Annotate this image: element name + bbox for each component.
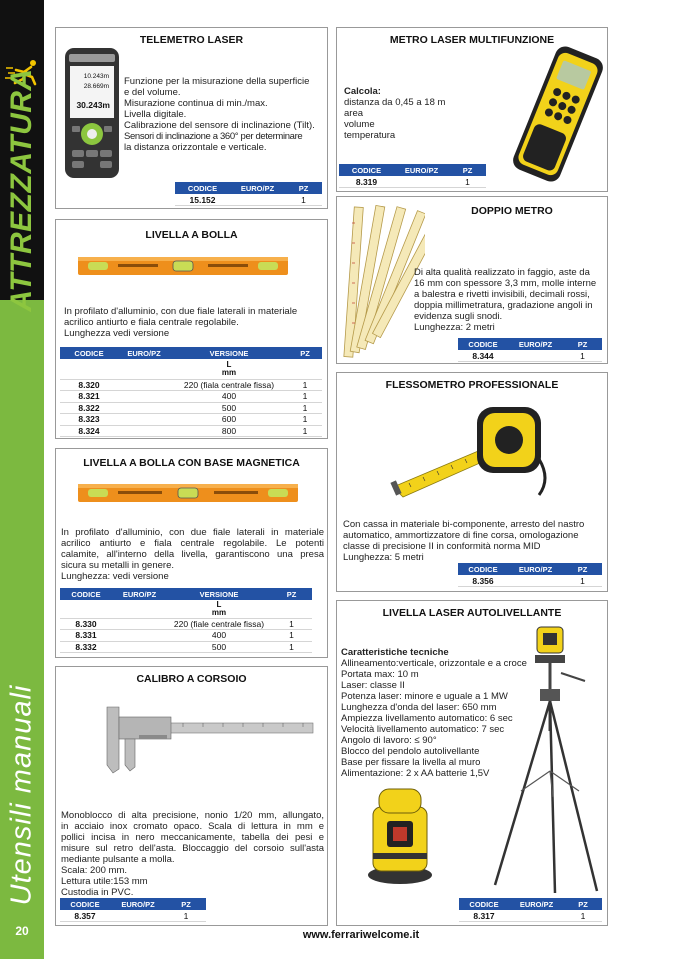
cross-laser-level-image bbox=[363, 779, 437, 887]
product-telemetro-laser bbox=[55, 27, 328, 209]
table-subheader bbox=[60, 359, 322, 379]
desc-line: Velocità livellamento automatico: 7 sec bbox=[341, 724, 505, 735]
multifunction-meter-image bbox=[509, 42, 607, 187]
cell-price bbox=[394, 176, 449, 188]
desc-line: Base per fissare la livella al muro bbox=[341, 757, 481, 768]
cell-code: 8.356 bbox=[458, 575, 508, 587]
header-versione: VERSIONE bbox=[167, 588, 271, 600]
desc-line: Calibrazione del sensore di inclinazione (Tilt). bbox=[124, 120, 315, 131]
desc-line: temperatura bbox=[344, 130, 396, 141]
category-title: Utensili manuali bbox=[5, 684, 38, 906]
cell-code: 8.320 bbox=[60, 379, 118, 391]
header-codice: CODICE bbox=[459, 898, 509, 910]
desc-line: 16 mm con spessore 3,3 mm, molle interne bbox=[414, 278, 597, 289]
cell-code: 8.344 bbox=[458, 350, 508, 362]
table-row bbox=[458, 575, 602, 587]
header-euro: EURO/PZ bbox=[509, 898, 564, 910]
table-row bbox=[60, 641, 312, 653]
cell-price bbox=[118, 402, 170, 414]
header-codice: CODICE bbox=[60, 347, 118, 359]
product-table bbox=[458, 338, 602, 362]
header-codice: CODICE bbox=[458, 563, 508, 575]
desc-line: area bbox=[344, 108, 364, 119]
cell-code: 8.321 bbox=[60, 391, 118, 403]
desc-line: Livella digitale. bbox=[124, 109, 187, 120]
page-number: 20 bbox=[15, 924, 29, 938]
cell-code: 8.322 bbox=[60, 402, 118, 414]
cell-qty: 1 bbox=[564, 910, 602, 922]
table-row bbox=[339, 176, 486, 188]
header-codice: CODICE bbox=[339, 164, 394, 176]
header-pz: PZ bbox=[563, 563, 602, 575]
table-row bbox=[60, 618, 312, 630]
cell-qty: 1 bbox=[288, 425, 322, 437]
product-title: LIVELLA LASER AUTOLIVELLANTE bbox=[382, 607, 562, 619]
desc-line: Custodia in PVC. bbox=[61, 887, 134, 898]
cell-code: 8.317 bbox=[459, 910, 509, 922]
desc-line: Lunghezza: vedi versione bbox=[61, 571, 169, 582]
desc-line: Lunghezza d'onda del laser: 650 mm bbox=[341, 702, 497, 713]
cell-price bbox=[118, 414, 170, 426]
product-description bbox=[61, 527, 324, 582]
desc-line: Funzione per la misurazione della superficie bbox=[124, 76, 310, 87]
cell-qty: 1 bbox=[288, 391, 322, 403]
spirit-level-image bbox=[78, 253, 288, 279]
desc-lead: Calcola: bbox=[344, 86, 381, 97]
header-euro: EURO/PZ bbox=[394, 164, 449, 176]
desc-line: doppia millimetratura, gradazione angoli in bbox=[414, 300, 593, 311]
desc-line: Lunghezza vedi versione bbox=[64, 328, 170, 339]
desc-line: Potenza laser: minore e uguale a 1 MW bbox=[341, 691, 508, 702]
product-description bbox=[64, 306, 324, 339]
desc-line: In profilato d'alluminio, con due fiale laterali in materiale bbox=[61, 527, 324, 538]
product-livella-laser-autolivellante bbox=[336, 600, 608, 926]
product-title: LIVELLA A BOLLA CON BASE MAGNETICA bbox=[83, 457, 300, 469]
table-row bbox=[60, 379, 322, 391]
header-euro: EURO/PZ bbox=[508, 563, 563, 575]
table-row bbox=[459, 910, 602, 922]
cell-code: 8.332 bbox=[60, 641, 112, 653]
product-description bbox=[61, 810, 324, 898]
header-pz: PZ bbox=[285, 182, 322, 194]
cell-version: 400 bbox=[170, 391, 288, 403]
product-title: METRO LASER MULTIFUNZIONE bbox=[389, 34, 555, 46]
desc-line: misure sul retro dell'asta. Bloccaggio del corsoio sull'asta bbox=[61, 843, 324, 854]
desc-line: In profilato d'alluminio, con due fiale laterali in materiale bbox=[64, 306, 298, 317]
desc-line: Blocco del pendolo autolivellante bbox=[341, 746, 480, 757]
table-row bbox=[458, 350, 602, 362]
product-description bbox=[414, 267, 604, 333]
cell-code: 8.324 bbox=[60, 425, 118, 437]
product-doppio-metro bbox=[336, 196, 608, 364]
cell-price bbox=[118, 379, 170, 391]
desc-line: Alimentazione: 2 x AA batterie 1,5V bbox=[341, 768, 490, 779]
desc-line: Monoblocco di alta precisione, nonio 1/20 mm, allungato, bbox=[61, 810, 324, 821]
version-unit bbox=[170, 359, 288, 379]
desc-line: Misurazione continua di min./max. bbox=[124, 98, 268, 109]
table-row bbox=[60, 414, 322, 426]
cell-code: 8.331 bbox=[60, 630, 112, 642]
cell-price bbox=[508, 350, 563, 362]
cell-code: 8.357 bbox=[60, 910, 110, 922]
desc-line: acrilico antiurto e fiala centrale regolabile. Le potenti bbox=[61, 538, 324, 549]
header-codice: CODICE bbox=[60, 588, 112, 600]
cell-version: 500 bbox=[167, 641, 271, 653]
screen-reading-1: 10.243m bbox=[83, 73, 109, 80]
cell-qty: 1 bbox=[449, 176, 486, 188]
footer-website-link[interactable]: www.ferrariwelcome.it bbox=[302, 929, 420, 941]
desc-line: acrilico antiurto e fiala centrale regolabile. bbox=[64, 317, 239, 328]
product-title: CALIBRO A CORSOIO bbox=[136, 673, 247, 685]
desc-line: Portata max: 10 m bbox=[341, 669, 419, 680]
unit-mm: mm bbox=[211, 607, 227, 617]
cell-version: 400 bbox=[167, 630, 271, 642]
desc-line: classe di precisione II in conformità norma MID bbox=[343, 541, 541, 552]
product-title: DOPPIO METRO bbox=[471, 205, 553, 217]
header-pz: PZ bbox=[288, 347, 322, 359]
cell-price bbox=[118, 425, 170, 437]
product-table bbox=[459, 898, 602, 922]
desc-line: evidenza sugli snodi. bbox=[414, 311, 503, 322]
desc-line: Allineamento:verticale, orizzontale e a croce bbox=[341, 658, 527, 669]
desc-line: Lunghezza: 5 metri bbox=[343, 552, 424, 563]
header-euro: EURO/PZ bbox=[110, 898, 166, 910]
header-euro: EURO/PZ bbox=[230, 182, 285, 194]
header-codice: CODICE bbox=[175, 182, 230, 194]
laser-meter-image bbox=[63, 46, 121, 180]
header-versione: VERSIONE bbox=[170, 347, 288, 359]
desc-line: mediante pulsante a molla. bbox=[61, 854, 175, 865]
cell-price bbox=[230, 194, 285, 206]
product-title: TELEMETRO LASER bbox=[139, 34, 244, 46]
product-table bbox=[175, 182, 322, 206]
product-description bbox=[124, 76, 324, 153]
header-pz: PZ bbox=[449, 164, 486, 176]
desc-lead: Caratteristiche tecniche bbox=[341, 647, 449, 658]
cell-price bbox=[509, 910, 564, 922]
cell-price bbox=[112, 630, 167, 642]
table-subheader bbox=[60, 600, 312, 618]
desc-line: automatico, ammortizzatore di fine corsa, omologazione bbox=[343, 530, 579, 541]
section-title: ATTREZZATURA bbox=[5, 68, 38, 312]
desc-line: volume bbox=[344, 119, 375, 130]
cell-code: 15.152 bbox=[175, 194, 230, 206]
desc-line: Angolo di lavoro: ≤ 90° bbox=[341, 735, 437, 746]
header-euro: EURO/PZ bbox=[118, 347, 170, 359]
cell-price bbox=[112, 618, 167, 630]
unit-l: L bbox=[216, 599, 222, 609]
table-row bbox=[60, 391, 322, 403]
desc-line: calamite, all'interno della livella, garantiscono una presa bbox=[61, 549, 324, 560]
product-title: LIVELLA A BOLLA bbox=[145, 229, 238, 241]
table-row bbox=[60, 630, 312, 642]
cell-code: 8.319 bbox=[339, 176, 394, 188]
desc-line: sicura su metalli in genere. bbox=[61, 560, 174, 571]
desc-line: in acciaio inox cromato opaco. Scala di lettura in mm e bbox=[61, 821, 324, 832]
cell-qty: 1 bbox=[271, 641, 312, 653]
cell-qty: 1 bbox=[271, 618, 312, 630]
header-pz: PZ bbox=[563, 338, 602, 350]
desc-line: Sensori di inclinazione a 360° per determinare bbox=[124, 131, 303, 142]
cell-qty: 1 bbox=[271, 630, 312, 642]
cell-qty: 1 bbox=[285, 194, 322, 206]
cell-code: 8.323 bbox=[60, 414, 118, 426]
product-table bbox=[458, 563, 602, 587]
header-codice: CODICE bbox=[60, 898, 110, 910]
magnetic-level-image bbox=[78, 480, 298, 506]
cell-qty: 1 bbox=[288, 414, 322, 426]
cell-price bbox=[508, 575, 563, 587]
cell-qty: 1 bbox=[288, 379, 322, 391]
desc-line: Lunghezza: 2 metri bbox=[414, 322, 495, 333]
table-row bbox=[175, 194, 322, 206]
cell-qty: 1 bbox=[288, 402, 322, 414]
version-unit bbox=[167, 600, 271, 618]
product-title: FLESSOMETRO PROFESSIONALE bbox=[385, 379, 559, 391]
cell-price bbox=[118, 391, 170, 403]
product-flessometro-professionale bbox=[336, 372, 608, 592]
cell-version: 600 bbox=[170, 414, 288, 426]
header-codice: CODICE bbox=[458, 338, 508, 350]
table-row bbox=[60, 910, 206, 922]
cell-version: 220 (fiala centrale fissa) bbox=[170, 379, 288, 391]
desc-line: Scala: 200 mm. bbox=[61, 865, 127, 876]
table-row bbox=[60, 402, 322, 414]
cell-version: 800 bbox=[170, 425, 288, 437]
product-table bbox=[339, 164, 486, 188]
product-metro-laser-multifunzione bbox=[336, 27, 608, 192]
product-description bbox=[343, 519, 603, 563]
product-calibro-a-corsoio bbox=[55, 666, 328, 926]
header-pz: PZ bbox=[271, 588, 312, 600]
desc-line: pollici incisa in nero meccanicamente, tabella dei pesi e bbox=[61, 832, 324, 843]
cell-qty: 1 bbox=[166, 910, 206, 922]
desc-line: Di alta qualità realizzato in faggio, aste da bbox=[414, 267, 590, 278]
unit-mm: mm bbox=[221, 367, 237, 377]
cell-version: 220 (fiale centrale fissa) bbox=[167, 618, 271, 630]
folding-rule-image bbox=[343, 203, 425, 361]
screen-reading-3: 30.243m bbox=[76, 100, 110, 110]
cell-version: 500 bbox=[170, 402, 288, 414]
product-livella-a-bolla bbox=[55, 219, 328, 439]
desc-line: la distanza orizzontale e verticale. bbox=[124, 142, 267, 153]
table-row bbox=[60, 425, 322, 437]
product-table bbox=[60, 898, 206, 922]
desc-line: e del volume. bbox=[124, 87, 181, 98]
desc-line: Ampiezza livellamento automatico: 6 sec bbox=[341, 713, 513, 724]
header-pz: PZ bbox=[564, 898, 602, 910]
desc-line: Laser: classe II bbox=[341, 680, 405, 691]
header-pz: PZ bbox=[166, 898, 206, 910]
caliper-image bbox=[103, 705, 318, 775]
desc-line: Lettura utile:153 mm bbox=[61, 876, 148, 887]
cell-price bbox=[110, 910, 166, 922]
product-livella-base-magnetica bbox=[55, 448, 328, 658]
screen-reading-2: 28.669m bbox=[83, 83, 109, 90]
cell-code: 8.330 bbox=[60, 618, 112, 630]
unit-l: L bbox=[226, 359, 232, 369]
product-description bbox=[341, 647, 551, 779]
desc-line: a balestra e rivetti invisibili, decimali rossi, bbox=[414, 289, 590, 300]
product-description bbox=[344, 86, 484, 141]
desc-line: distanza da 0,45 a 18 m bbox=[344, 97, 446, 108]
header-euro: EURO/PZ bbox=[508, 338, 563, 350]
desc-line: Con cassa in materiale bi-componente, arresto del nastro bbox=[343, 519, 585, 530]
tape-measure-image bbox=[389, 399, 549, 499]
cell-qty: 1 bbox=[563, 575, 602, 587]
product-table bbox=[60, 347, 322, 437]
cell-price bbox=[112, 641, 167, 653]
product-table bbox=[60, 588, 312, 653]
cell-qty: 1 bbox=[563, 350, 602, 362]
header-euro: EURO/PZ bbox=[112, 588, 167, 600]
